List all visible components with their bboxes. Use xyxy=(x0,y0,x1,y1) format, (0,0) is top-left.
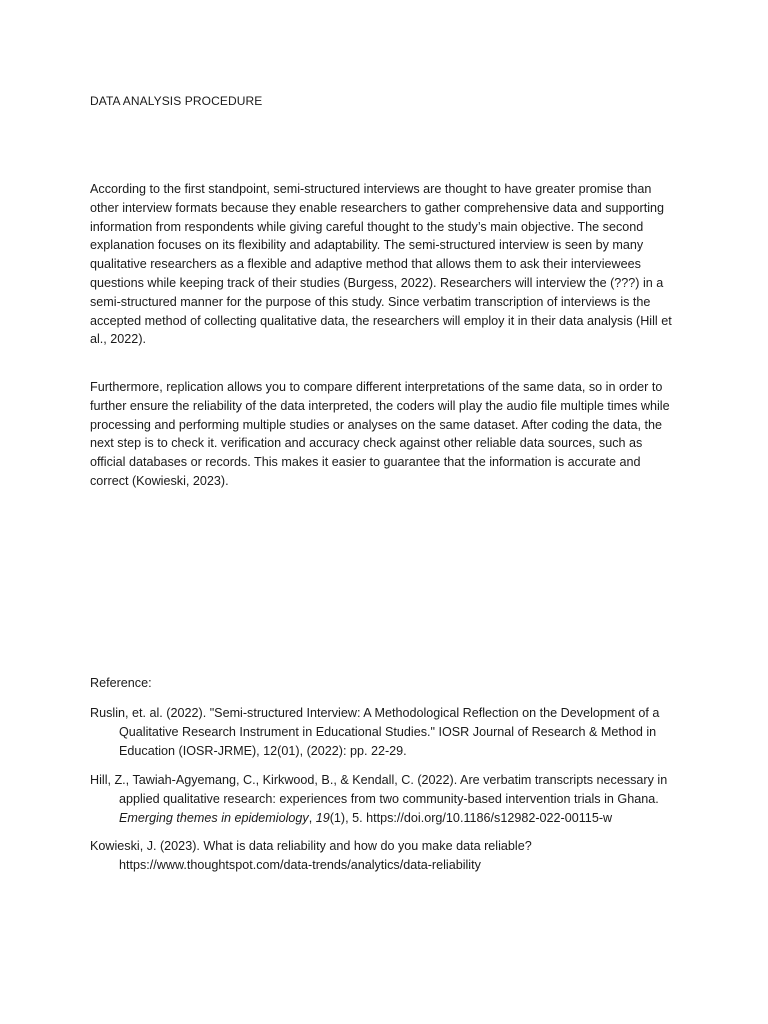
reference-entry-2-journal: Emerging themes in epidemiology xyxy=(119,810,309,825)
reference-entry-2-separator: , xyxy=(308,810,316,825)
reference-entry-1: Ruslin, et. al. (2022). "Semi-structured Interview: A Methodological Reflection on the Development of a Qualitative Research Instrument in Educational Studies." IOSR Journal of Research & Method in Education (IOSR-JRME), 12(01), (2022): pp. 22-29. xyxy=(90,706,660,758)
reference-entry-2-citation: Hill, Z., Tawiah-Agyemang, C., Kirkwood, B., & Kendall, C. (2022). Are verbatim transcripts necessary in applied qualitative research: experiences from two community-based intervention trials in Ghana. xyxy=(90,773,668,806)
reference-label: Reference: xyxy=(90,676,152,690)
reference-entry-2 xyxy=(90,771,680,827)
reference-entry-2-doi[interactable]: (1), 5. https://doi.org/10.1186/s12982-022-00115-w xyxy=(329,810,613,825)
reference-entry-3: Kowieski, J. (2023). What is data reliability and how do you make data reliable? https://www.thoughtspot.com/data-trends/analytics/data-reliability xyxy=(90,839,532,872)
section-heading: DATA ANALYSIS PROCEDURE xyxy=(90,94,263,108)
body-paragraph-1: According to the first standpoint, semi-structured interviews are thought to have greater promise than other interview formats because they enable researchers to gather comprehensive data and supporting information from respondents while giving careful thought to the study’s main objective. The second explanation focuses on its flexibility and adaptability. The semi-structured interview is seen by many qualitative researchers as a flexible and adaptive method that allows them to ask their interviewees questions while keeping track of their studies (Burgess, 2022). Researchers will interview the (???) in a semi-structured manner for the purpose of this study. Since verbatim transcription of interviews is the accepted method of collecting qualitative data, the researchers will employ it in their data analysis (Hill et al., 2022). xyxy=(90,182,672,347)
reference-entry-2-volume: 19 xyxy=(315,810,330,825)
body-paragraph-2: Furthermore, replication allows you to compare different interpretations of the same data, so in order to further ensure the reliability of the data interpreted, the coders will play the audio file multiple times while processing and performing multiple studies or analyses on the same dataset. After coding the data, the next step is to check it. verification and accuracy check against other reliable data sources, such as official databases or records. This makes it easier to guarantee that the information is accurate and correct (Kowieski, 2023). xyxy=(90,380,670,488)
